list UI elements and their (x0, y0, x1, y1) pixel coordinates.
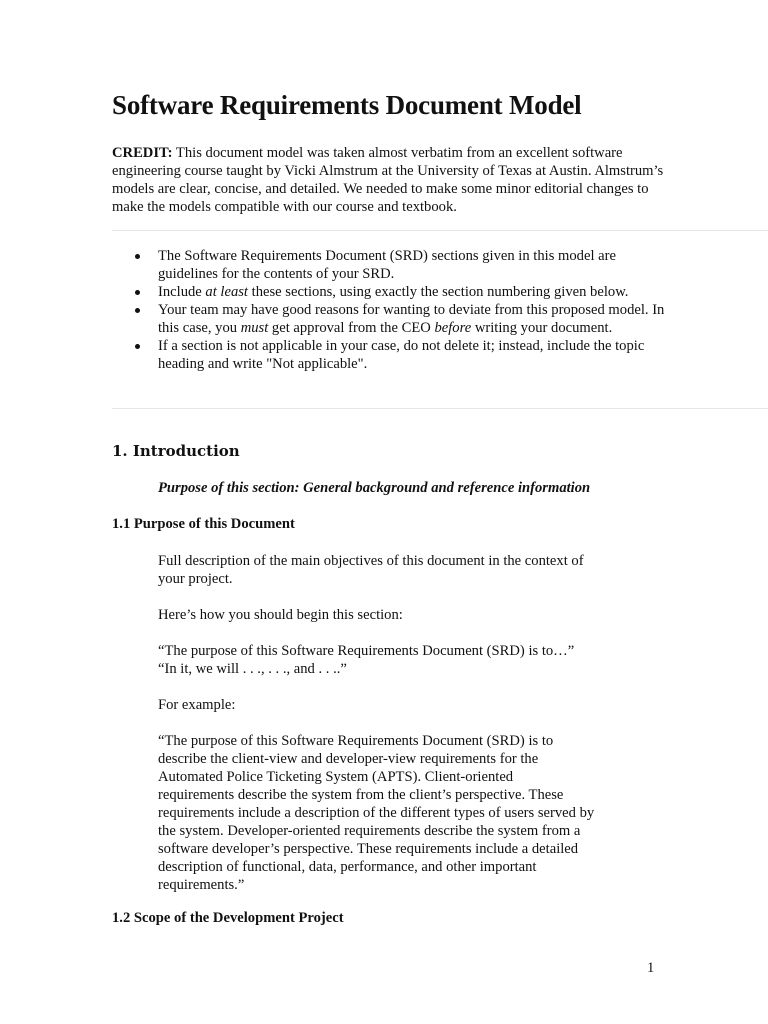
guideline-bullet (112, 301, 672, 337)
section-1-1-paragraph-1 (158, 552, 628, 588)
quote-line: “The purpose of this Software Requirements Document (SRD) is to…” (158, 643, 575, 659)
bullet-text: If a section is not applicable in your case, do not delete it; instead, include the topic heading and write "Not applicable". (158, 338, 645, 372)
section-1-purpose: Purpose of this section: General background and reference information (158, 480, 591, 496)
credit-text: This document model was taken almost verbatim from an excellent software engineering course taught by Vicki Almstrum at the University of Texas at Austin. Almstrum’s models are clear, concise, and detailed. We needed to make some minor editorial changes to make the models compatible with our course and textbook. (112, 145, 664, 215)
emphasis-text: before (434, 320, 472, 336)
document-title: Software Requirements Document Model (112, 90, 582, 120)
page-number: 1 (647, 960, 655, 976)
bullet-text: Your team may have good reasons for wanting to deviate from this proposed model. In this case, you (158, 302, 665, 336)
guideline-bullet (112, 283, 672, 301)
divider-bottom (112, 408, 768, 409)
example-line: description of functional, data, performance, and other important (158, 859, 537, 875)
credit-paragraph (112, 144, 672, 216)
example-line: requirements describe the system from the client’s perspective. These (158, 787, 564, 803)
example-line: requirements.” (158, 877, 245, 893)
emphasis-text: must (240, 320, 269, 336)
bullet-text: get approval from the CEO (268, 320, 435, 336)
divider-top (112, 230, 768, 231)
guideline-bullet-list (112, 247, 672, 373)
section-1-1-quote (158, 642, 628, 678)
paragraph-line: Full description of the main objectives of this document in the context of (158, 553, 584, 569)
example-label (158, 696, 628, 714)
bullet-text: writing your document. (471, 320, 613, 336)
section-1-2-heading: 1.2 Scope of the Development Project (112, 910, 344, 926)
example-line: requirements include a description of the different types of users served by (158, 805, 595, 821)
credit-label: CREDIT: (112, 145, 173, 161)
guideline-bullet (112, 247, 672, 283)
section-1-heading: 1. Introduction (112, 442, 240, 460)
section-1-1-paragraph-2 (158, 606, 628, 624)
example-line: “The purpose of this Software Requirements Document (SRD) is to (158, 733, 554, 749)
bullet-text: The Software Requirements Document (SRD) sections given in this model are guidelines for the contents of your SRD. (158, 248, 616, 282)
example-line: describe the client-view and developer-view requirements for the (158, 751, 539, 767)
example-line: Automated Police Ticketing System (APTS). Client-oriented (158, 769, 514, 785)
example-paragraph (158, 732, 628, 894)
section-1-1-heading: 1.1 Purpose of this Document (112, 516, 295, 532)
example-line: the system. Developer-oriented requirements describe the system from a (158, 823, 581, 839)
example-line: software developer’s perspective. These requirements include a detailed (158, 841, 579, 857)
bullet-text: Include (158, 284, 206, 300)
bullet-text: these sections, using exactly the section numbering given below. (248, 284, 629, 300)
quote-line: “In it, we will . . ., . . ., and . . ..” (158, 661, 347, 677)
paragraph-line: Here’s how you should begin this section: (158, 607, 403, 623)
paragraph-line: For example: (158, 697, 236, 713)
emphasis-text: at least (205, 284, 248, 300)
paragraph-line: your project. (158, 571, 233, 587)
guideline-bullet (112, 337, 672, 373)
